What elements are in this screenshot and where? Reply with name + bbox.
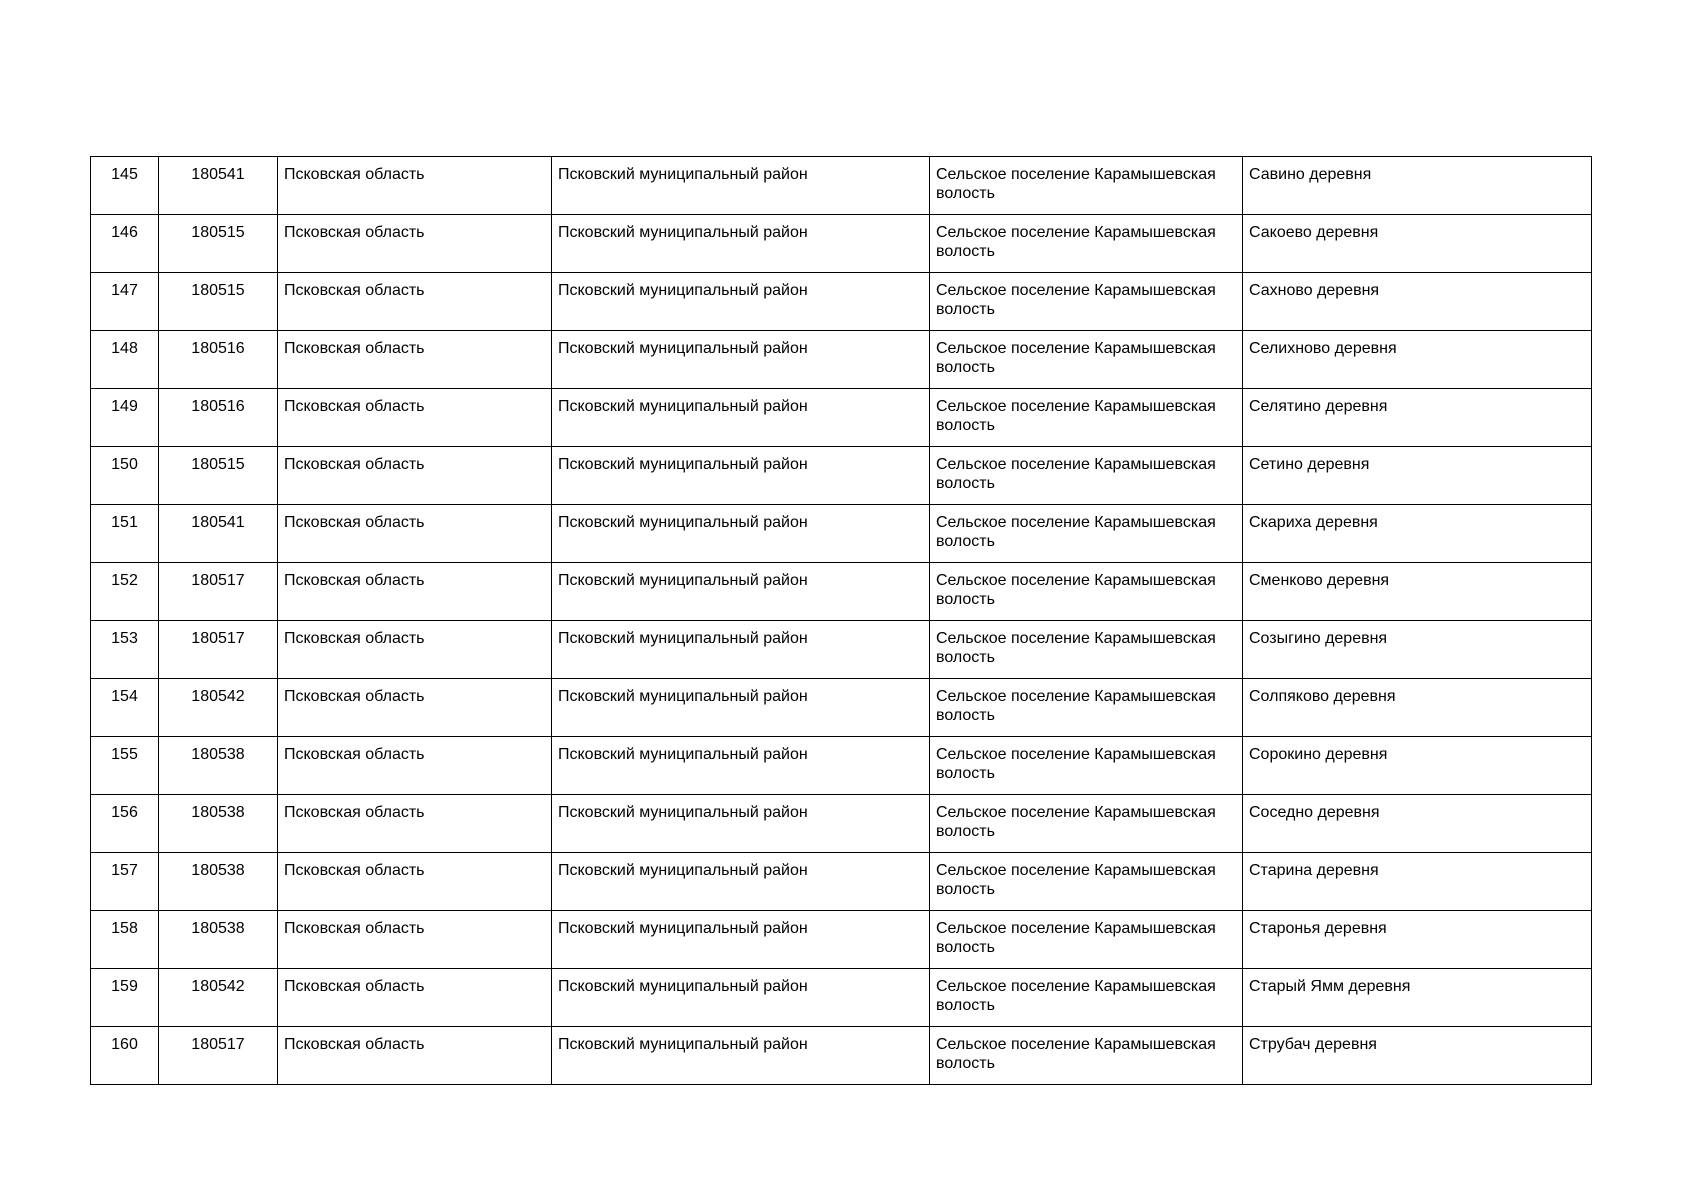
table-row <box>91 621 1592 679</box>
district-cell: Псковский муниципальный район <box>552 389 930 447</box>
postal-code: 180516 <box>159 389 278 447</box>
row-number: 160 <box>91 1027 159 1085</box>
row-number: 149 <box>91 389 159 447</box>
region-cell: Псковская область <box>278 621 552 679</box>
settlement-cell: Сельское поселение Карамышевская волость <box>930 273 1243 331</box>
settlements-table <box>90 156 1592 1085</box>
locality-cell: Сакоево деревня <box>1243 215 1592 273</box>
district-cell: Псковский муниципальный район <box>552 215 930 273</box>
table-row <box>91 1027 1592 1085</box>
settlement-cell: Сельское поселение Карамышевская волость <box>930 795 1243 853</box>
table-row <box>91 911 1592 969</box>
settlement-cell: Сельское поселение Карамышевская волость <box>930 621 1243 679</box>
postal-code: 180515 <box>159 215 278 273</box>
district-cell: Псковский муниципальный район <box>552 853 930 911</box>
row-number: 150 <box>91 447 159 505</box>
row-number: 154 <box>91 679 159 737</box>
settlement-cell: Сельское поселение Карамышевская волость <box>930 737 1243 795</box>
district-cell: Псковский муниципальный район <box>552 911 930 969</box>
region-cell: Псковская область <box>278 447 552 505</box>
locality-cell: Соседно деревня <box>1243 795 1592 853</box>
locality-cell: Сорокино деревня <box>1243 737 1592 795</box>
district-cell: Псковский муниципальный район <box>552 1027 930 1085</box>
table-row <box>91 273 1592 331</box>
settlement-cell: Сельское поселение Карамышевская волость <box>930 911 1243 969</box>
region-cell: Псковская область <box>278 563 552 621</box>
settlement-cell: Сельское поселение Карамышевская волость <box>930 157 1243 215</box>
table-row <box>91 331 1592 389</box>
locality-cell: Савино деревня <box>1243 157 1592 215</box>
locality-cell: Солпяково деревня <box>1243 679 1592 737</box>
postal-code: 180541 <box>159 157 278 215</box>
region-cell: Псковская область <box>278 273 552 331</box>
settlement-cell: Сельское поселение Карамышевская волость <box>930 563 1243 621</box>
postal-code: 180538 <box>159 737 278 795</box>
table-row <box>91 737 1592 795</box>
district-cell: Псковский муниципальный район <box>552 795 930 853</box>
row-number: 155 <box>91 737 159 795</box>
locality-cell: Созыгино деревня <box>1243 621 1592 679</box>
settlement-cell: Сельское поселение Карамышевская волость <box>930 389 1243 447</box>
district-cell: Псковский муниципальный район <box>552 331 930 389</box>
table-row <box>91 679 1592 737</box>
district-cell: Псковский муниципальный район <box>552 505 930 563</box>
region-cell: Псковская область <box>278 679 552 737</box>
postal-code: 180517 <box>159 1027 278 1085</box>
row-number: 145 <box>91 157 159 215</box>
table-row <box>91 505 1592 563</box>
locality-cell: Старина деревня <box>1243 853 1592 911</box>
row-number: 156 <box>91 795 159 853</box>
postal-code: 180538 <box>159 795 278 853</box>
settlement-cell: Сельское поселение Карамышевская волость <box>930 505 1243 563</box>
region-cell: Псковская область <box>278 737 552 795</box>
locality-cell: Скариха деревня <box>1243 505 1592 563</box>
district-cell: Псковский муниципальный район <box>552 737 930 795</box>
table-row <box>91 215 1592 273</box>
locality-cell: Старонья деревня <box>1243 911 1592 969</box>
region-cell: Псковская область <box>278 331 552 389</box>
postal-code: 180517 <box>159 621 278 679</box>
region-cell: Псковская область <box>278 157 552 215</box>
locality-cell: Сахново деревня <box>1243 273 1592 331</box>
locality-cell: Струбач деревня <box>1243 1027 1592 1085</box>
region-cell: Псковская область <box>278 389 552 447</box>
district-cell: Псковский муниципальный район <box>552 447 930 505</box>
table-row <box>91 447 1592 505</box>
settlement-cell: Сельское поселение Карамышевская волость <box>930 969 1243 1027</box>
settlement-cell: Сельское поселение Карамышевская волость <box>930 447 1243 505</box>
region-cell: Псковская область <box>278 795 552 853</box>
table-row <box>91 389 1592 447</box>
settlement-cell: Сельское поселение Карамышевская волость <box>930 1027 1243 1085</box>
row-number: 153 <box>91 621 159 679</box>
table-row <box>91 853 1592 911</box>
district-cell: Псковский муниципальный район <box>552 273 930 331</box>
row-number: 158 <box>91 911 159 969</box>
row-number: 148 <box>91 331 159 389</box>
row-number: 157 <box>91 853 159 911</box>
region-cell: Псковская область <box>278 505 552 563</box>
row-number: 147 <box>91 273 159 331</box>
settlement-cell: Сельское поселение Карамышевская волость <box>930 679 1243 737</box>
postal-code: 180517 <box>159 563 278 621</box>
settlement-cell: Сельское поселение Карамышевская волость <box>930 215 1243 273</box>
postal-code: 180542 <box>159 679 278 737</box>
region-cell: Псковская область <box>278 969 552 1027</box>
postal-code: 180538 <box>159 911 278 969</box>
locality-cell: Сменково деревня <box>1243 563 1592 621</box>
district-cell: Псковский муниципальный район <box>552 679 930 737</box>
table-row <box>91 969 1592 1027</box>
postal-code: 180515 <box>159 273 278 331</box>
postal-code: 180541 <box>159 505 278 563</box>
locality-cell: Селятино деревня <box>1243 389 1592 447</box>
table-row <box>91 563 1592 621</box>
region-cell: Псковская область <box>278 853 552 911</box>
table-row <box>91 795 1592 853</box>
locality-cell: Старый Ямм деревня <box>1243 969 1592 1027</box>
district-cell: Псковский муниципальный район <box>552 621 930 679</box>
district-cell: Псковский муниципальный район <box>552 969 930 1027</box>
settlement-cell: Сельское поселение Карамышевская волость <box>930 331 1243 389</box>
region-cell: Псковская область <box>278 215 552 273</box>
row-number: 159 <box>91 969 159 1027</box>
district-cell: Псковский муниципальный район <box>552 157 930 215</box>
district-cell: Псковский муниципальный район <box>552 563 930 621</box>
region-cell: Псковская область <box>278 1027 552 1085</box>
postal-code: 180542 <box>159 969 278 1027</box>
postal-code: 180516 <box>159 331 278 389</box>
locality-cell: Сетино деревня <box>1243 447 1592 505</box>
row-number: 146 <box>91 215 159 273</box>
settlement-cell: Сельское поселение Карамышевская волость <box>930 853 1243 911</box>
row-number: 152 <box>91 563 159 621</box>
region-cell: Псковская область <box>278 911 552 969</box>
postal-code: 180515 <box>159 447 278 505</box>
postal-code: 180538 <box>159 853 278 911</box>
table-row <box>91 157 1592 215</box>
locality-cell: Селихново деревня <box>1243 331 1592 389</box>
row-number: 151 <box>91 505 159 563</box>
